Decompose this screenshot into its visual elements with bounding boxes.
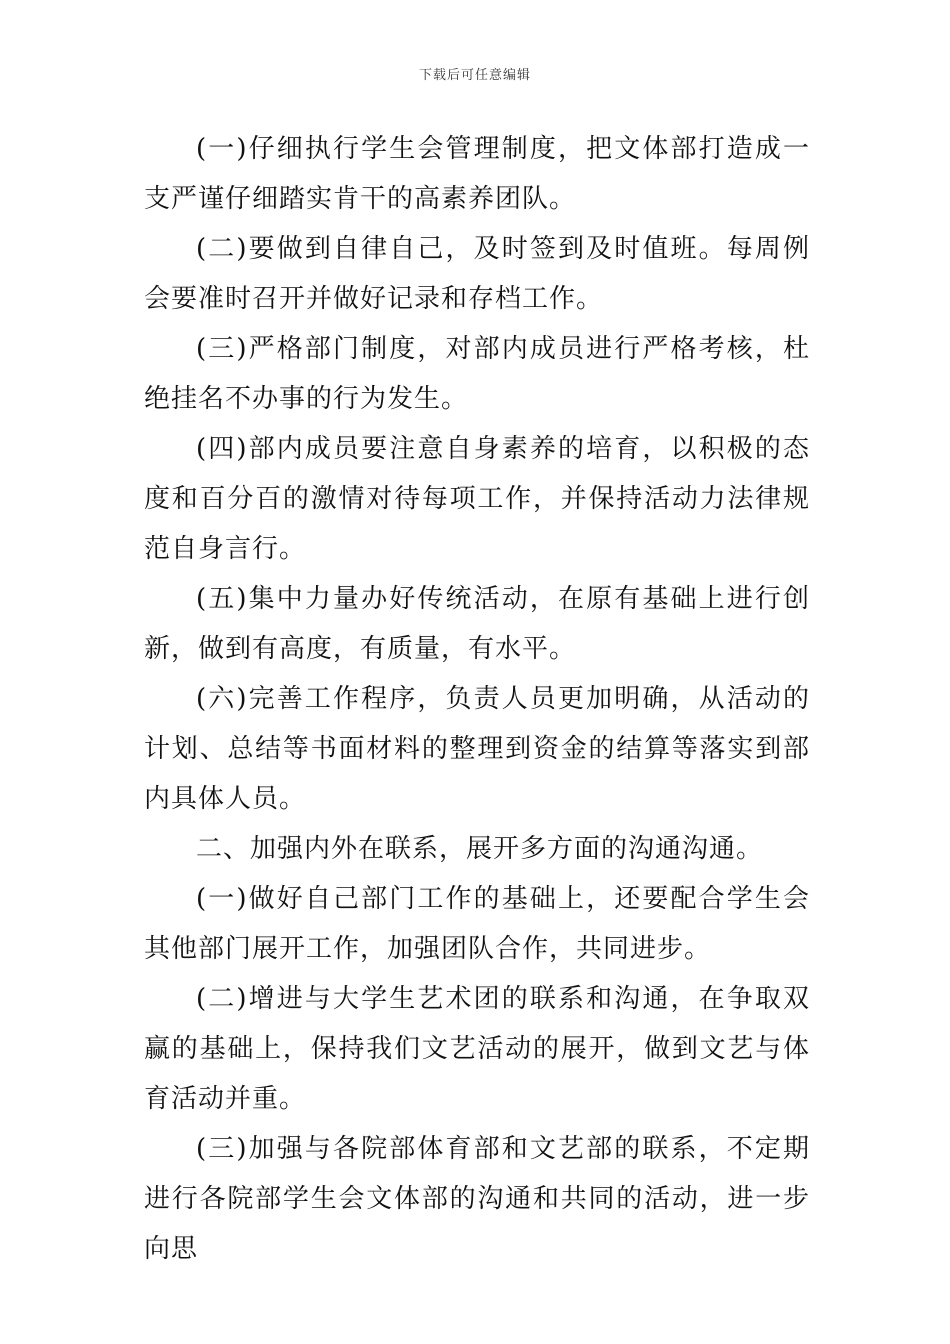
page-header: 下载后可任意编辑 [418,68,531,83]
paragraph: (四)部内成员要注意自身素养的培育，以积极的态度和百分百的激情对待每项工作，并保持活动力法律规范自身言行。 [144,434,810,564]
paragraph: (一)仔细执行学生会管理制度，把文体部打造成一支严谨仔细踏实肯干的高素养团队。 [144,134,810,214]
paragraph: (二)增进与大学生艺术团的联系和沟通，在争取双赢的基础上，保持我们文艺活动的展开，做到文艺与体育活动并重。 [144,984,810,1114]
paragraph: (一)做好自己部门工作的基础上，还要配合学生会其他部门展开工作，加强团队合作，共同进步。 [144,884,810,964]
paragraph: (三)严格部门制度，对部内成员进行严格考核，杜绝挂名不办事的行为发生。 [144,334,810,414]
paragraph: (二)要做到自律自己，及时签到及时值班。每周例会要准时召开并做好记录和存档工作。 [144,234,810,314]
paragraph: (三)加强与各院部体育部和文艺部的联系，不定期进行各院部学生会文体部的沟通和共同的活动，进一步向思 [144,1134,810,1264]
document-body [144,124,810,1274]
section-heading: 二、加强内外在联系，展开多方面的沟通沟通。 [196,834,764,864]
paragraph: (六)完善工作程序，负责人员更加明确，从活动的计划、总结等书面材料的整理到资金的结算等落实到部内具体人员。 [144,684,810,814]
paragraph: (五)集中力量办好传统活动，在原有基础上进行创新，做到有高度，有质量，有水平。 [144,584,810,664]
